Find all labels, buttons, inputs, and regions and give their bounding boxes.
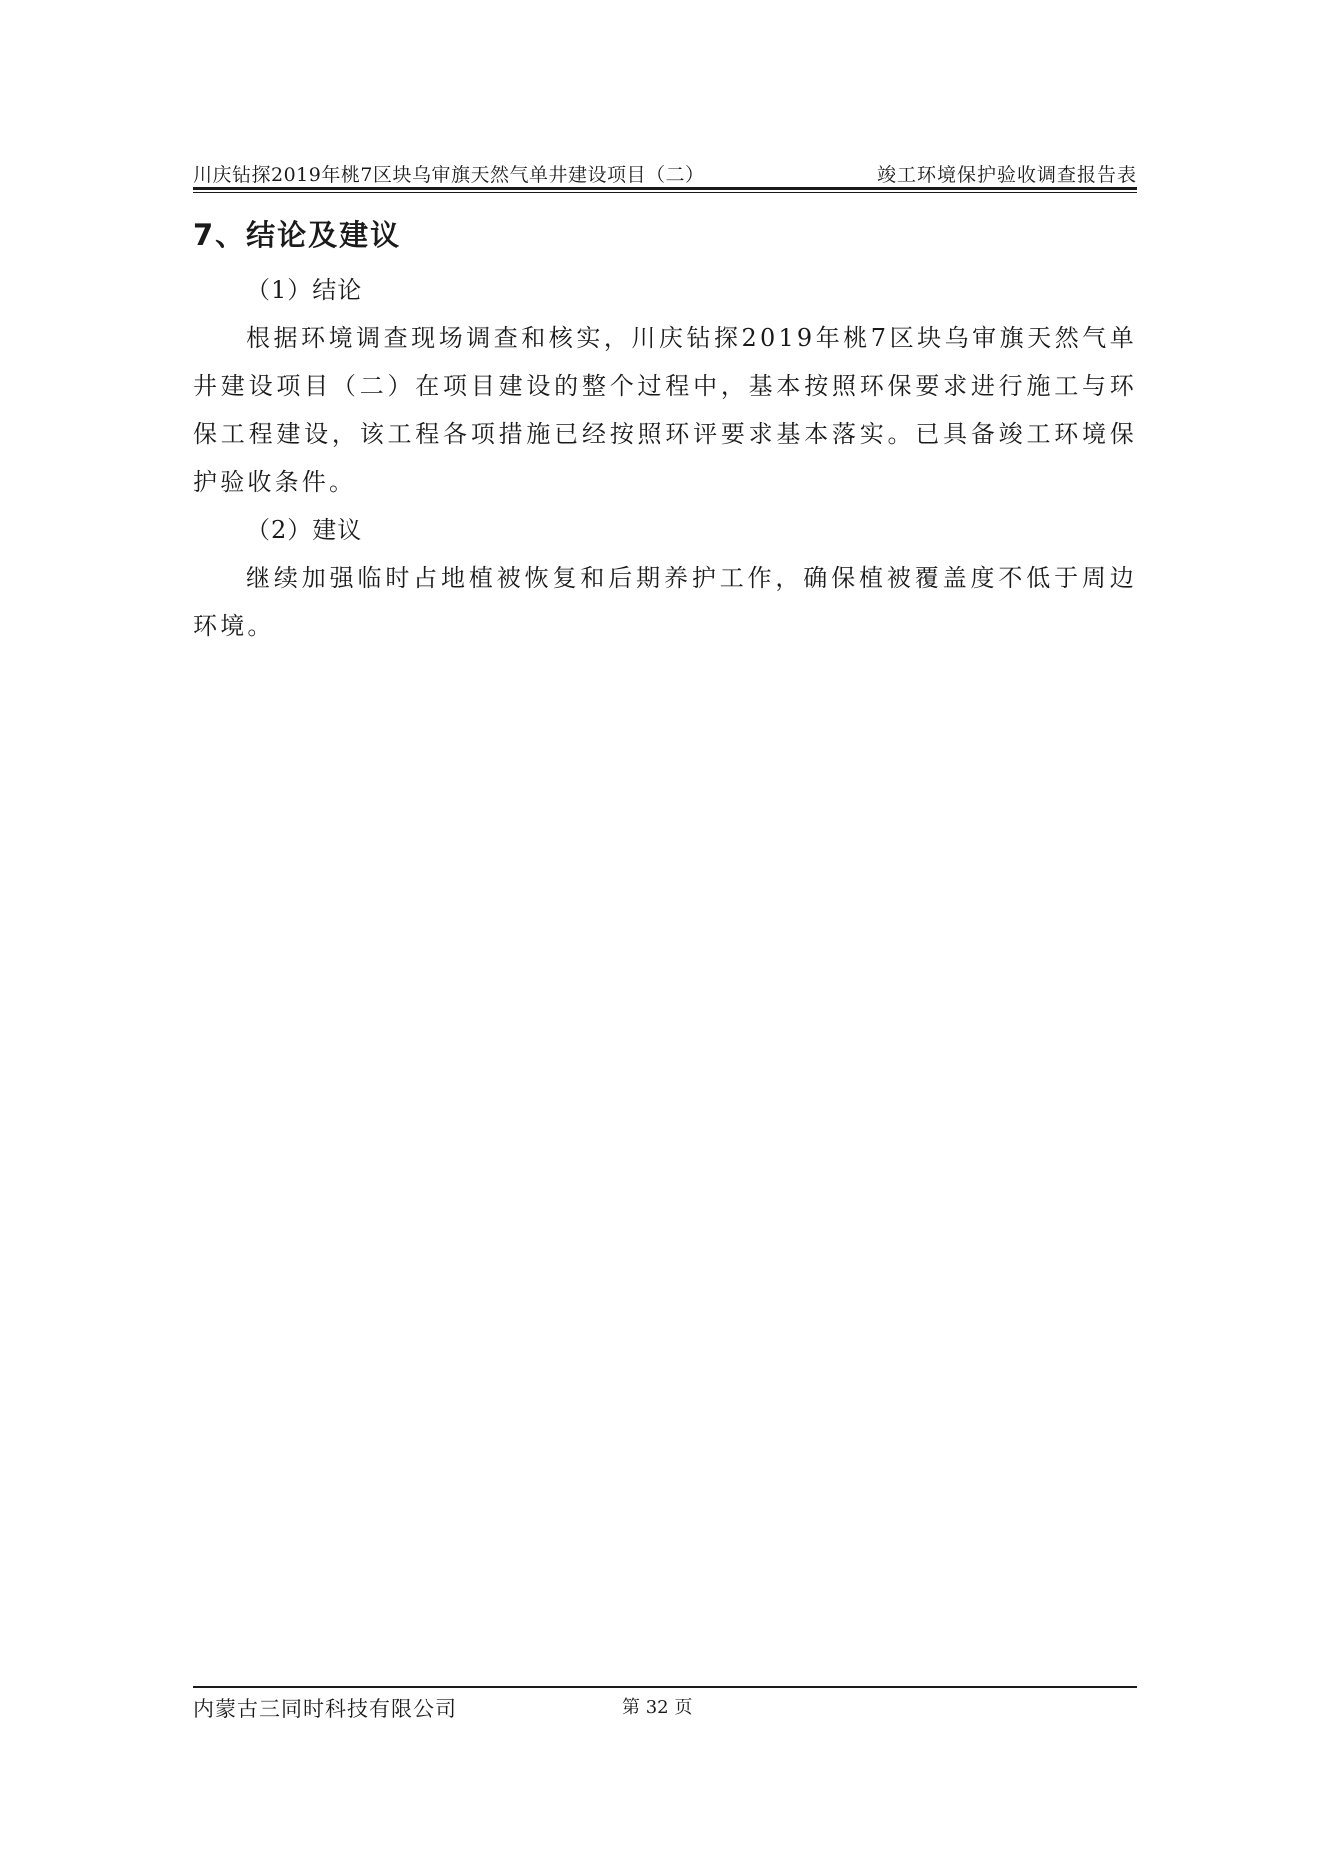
conclusion-heading: （1）结论 <box>246 276 363 304</box>
conclusion-paragraph: 根据环境调查现场调查和核实，川庆钻探2019年桃7区块乌审旗天然气单井建设项目（二）在项目建设的整个过程中，基本按照环保要求进行施工与环保工程建设，该工程各项措施已经按照环评要求基本落实。已具备竣工环境保护验收条件。 <box>193 324 1137 496</box>
header-rule-thin <box>193 192 1137 193</box>
page-number: 第 32 页 <box>622 1697 693 1718</box>
header-project-title: 川庆钻探2019年桃7区块乌审旗天然气单井建设项目（二） <box>193 164 705 186</box>
section-title: 7、结论及建议 <box>193 218 402 252</box>
footer-rule <box>193 1686 1137 1688</box>
footer-company: 内蒙古三同时科技有限公司 <box>193 1697 457 1721</box>
header-rule-thick <box>193 187 1137 190</box>
section-content <box>193 266 1137 650</box>
header-report-type: 竣工环境保护验收调查报告表 <box>876 164 1137 186</box>
suggestion-heading: （2）建议 <box>246 516 363 544</box>
suggestion-paragraph: 继续加强临时占地植被恢复和后期养护工作，确保植被覆盖度不低于周边环境。 <box>193 564 1137 640</box>
page-header <box>193 158 1137 190</box>
